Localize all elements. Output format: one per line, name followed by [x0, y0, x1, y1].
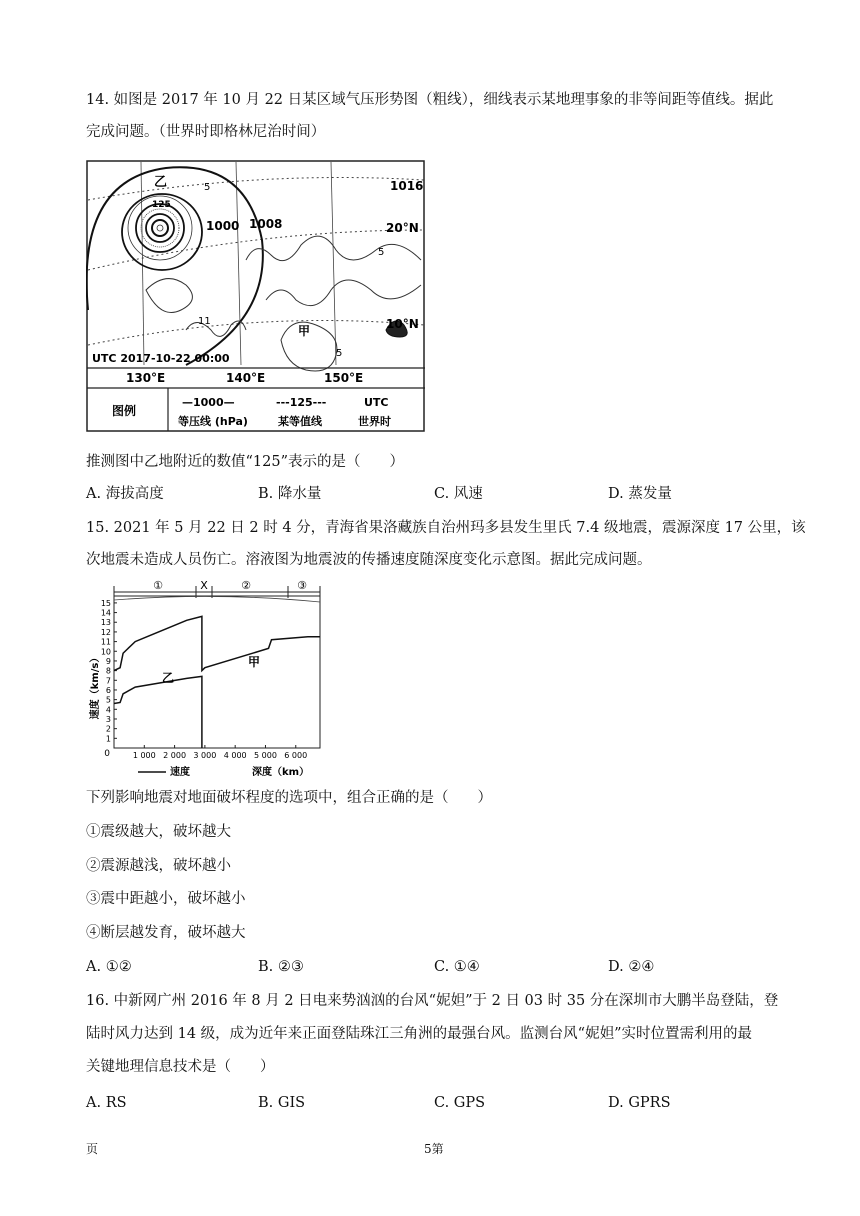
q15-stem-line1: 15. 2021 年 5 月 22 日 2 时 4 分，青海省果洛藏族自治州玛多县发生里氏 7.4 级地震，震源深度 17 公里，该: [86, 520, 806, 536]
y-tick-label: 10: [100, 647, 111, 657]
zone-label-2: ②: [241, 579, 251, 592]
q15-option-b[interactable]: B. ②③: [258, 959, 304, 975]
y-tick-label: 6: [105, 685, 111, 695]
map-label-z: 乙: [154, 175, 168, 190]
chart-ylabel: 速度（km/s）: [90, 652, 101, 720]
x-tick-label: 5 000: [254, 751, 277, 760]
series-label-jia: 甲: [248, 655, 261, 669]
x-tick-group: [133, 745, 307, 760]
q16-stem-line3: 关键地理信息技术是（ ）: [86, 1059, 275, 1075]
q14-option-b[interactable]: B. 降水量: [258, 486, 322, 502]
q16-stem-line1: 16. 中新网广州 2016 年 8 月 2 日电来势汹汹的台风“妮妲”于 2 日 03 时 35 分在深圳市大鹏半岛登陆，登: [86, 993, 779, 1009]
q14-option-c[interactable]: C. 风速: [434, 486, 483, 502]
map-label-5c: 5: [336, 348, 343, 359]
q15-stem-line2: 次地震未造成人员伤亡。溶液图为地震波的传播速度随深度变化示意图。据此完成问题。: [86, 552, 652, 568]
chart-origin-label: 0: [104, 749, 110, 759]
q16-stem-line2: 陆时风力达到 14 级，成为近年来正面登陆珠江三角洲的最强台风。监测台风“妮妲”实时位置需利用的最: [86, 1026, 752, 1042]
y-tick-label: 12: [100, 627, 111, 637]
map-label-1000: 1000: [206, 219, 240, 233]
q14-stem-line1: 14. 如图是 2017 年 10 月 22 日某区域气压形势图（粗线），细线表示某地理事象的非等间距等值线。据此: [86, 92, 774, 108]
y-tick-label: 2: [105, 724, 111, 734]
series-label-yi: 乙: [162, 671, 175, 685]
surface-curve: [114, 596, 320, 602]
q15-statement-4: ④断层越发育，破坏越大: [86, 925, 246, 941]
legend-isobar-desc: 等压线 (hPa): [178, 415, 248, 428]
plot-frame: [114, 596, 320, 748]
legend-title: 图例: [112, 404, 137, 418]
seismic-wave-chart: [86, 576, 326, 778]
y-tick-label: 9: [105, 656, 111, 666]
q15-question: 下列影响地震对地面破坏程度的选项中，组合正确的是（ ）: [86, 790, 492, 806]
q15-option-a[interactable]: A. ①②: [86, 959, 132, 975]
legend-isoline-desc: 某等值线: [278, 415, 322, 428]
zone-label-1: ①: [153, 579, 163, 592]
q14-option-a[interactable]: A. 海拔高度: [86, 486, 164, 502]
zone-label-3: ③: [297, 579, 307, 592]
curve-yi-s-wave: [114, 676, 202, 748]
map-label-5b: 5: [378, 247, 385, 258]
map-label-150e: 150°E: [324, 371, 364, 385]
q15-statement-2: ②震源越浅，破坏越小: [86, 858, 231, 874]
q16-option-b[interactable]: B. GIS: [258, 1095, 306, 1111]
map-label-1016: 1016: [390, 179, 424, 193]
x-tick-label: 1 000: [132, 751, 156, 760]
map-label-11: 11: [198, 316, 211, 327]
map-label-1008: 1008: [249, 217, 283, 231]
q16-option-c[interactable]: C. GPS: [434, 1095, 486, 1111]
y-tick-label: 11: [100, 637, 111, 647]
x-tick-label: 3 000: [193, 751, 217, 760]
legend-speed: 速度: [170, 767, 190, 778]
q16-option-a[interactable]: A. RS: [86, 1095, 127, 1111]
legend-isobar-symbol: —1000—: [182, 396, 235, 409]
footer-left: 页: [86, 1142, 99, 1156]
q16-option-d[interactable]: D. GPRS: [608, 1095, 671, 1111]
legend-utc-desc: 世界时: [358, 415, 391, 428]
y-tick-label: 13: [100, 618, 111, 628]
map-label-jia: 甲: [298, 324, 311, 338]
y-tick-label: 5: [105, 695, 111, 705]
chart-xlabel: 深度（km）: [252, 767, 310, 778]
q14-question: 推测图中乙地附近的数值“125”表示的是（ ）: [86, 454, 404, 470]
y-tick-label: 4: [105, 705, 111, 715]
zone-label-x: X: [200, 579, 208, 592]
x-tick-label: 4 000: [223, 751, 247, 760]
legend-utc-symbol: UTC: [364, 396, 389, 409]
map-label-5: 5: [204, 182, 211, 193]
map-label-130e: 130°E: [126, 371, 166, 385]
q15-option-d[interactable]: D. ②④: [608, 959, 655, 975]
q15-statement-3: ③震中距越小，破坏越小: [86, 891, 246, 907]
map-utc-stamp: UTC 2017-10-22 00:00: [92, 352, 230, 365]
q14-stem-line2: 完成问题。（世界时即格林尼治时间）: [86, 124, 326, 140]
q15-option-c[interactable]: C. ①④: [434, 959, 480, 975]
q14-option-d[interactable]: D. 蒸发量: [608, 486, 672, 502]
weather-map-figure: [86, 160, 426, 432]
map-label-140e: 140°E: [226, 371, 266, 385]
footer-page-number: 5第: [424, 1142, 444, 1156]
curve-jia-p-wave: [114, 616, 320, 670]
x-tick-label: 2 000: [163, 751, 187, 760]
legend-isoline-symbol: ---125---: [276, 396, 327, 409]
y-tick-label: 1: [105, 734, 111, 744]
x-tick-label: 6 000: [284, 751, 308, 760]
y-tick-label: 7: [105, 676, 111, 686]
map-label-125: 125: [152, 200, 171, 210]
y-tick-label: 8: [105, 666, 111, 676]
y-tick-label: 15: [100, 598, 111, 608]
y-tick-label: 14: [100, 608, 111, 618]
map-label-20n: 20°N: [386, 221, 419, 235]
q15-statement-1: ①震级越大，破坏越大: [86, 824, 231, 840]
map-label-10n: 10°N: [386, 317, 419, 331]
y-tick-label: 3: [105, 714, 111, 724]
